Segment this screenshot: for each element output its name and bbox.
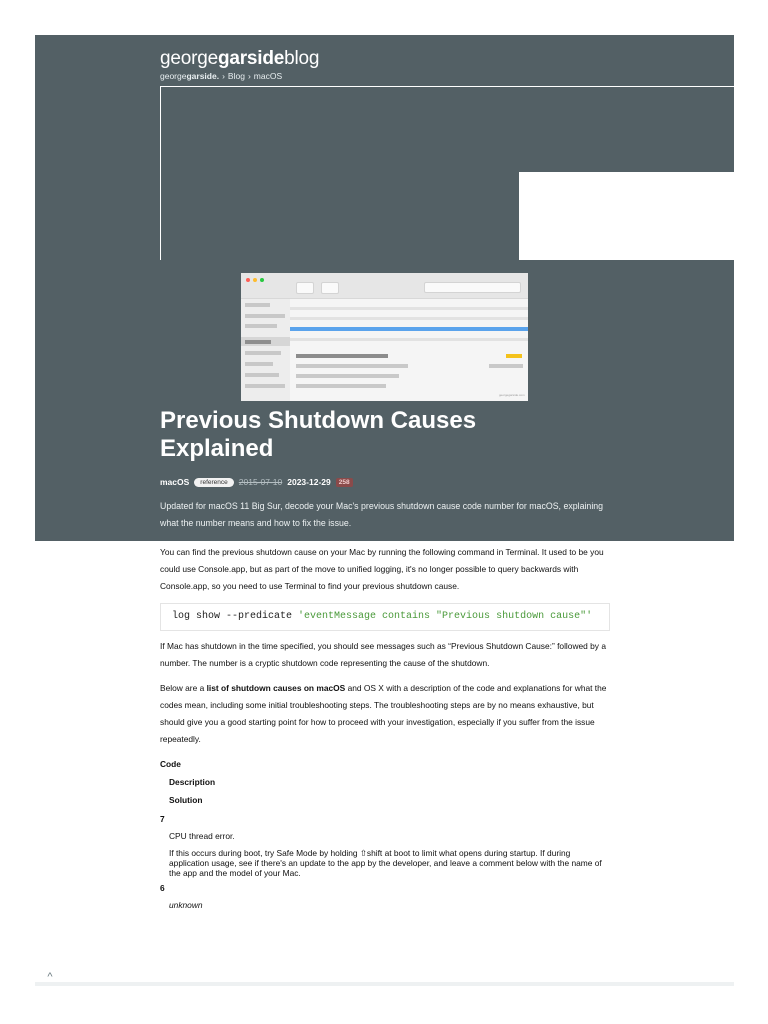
shutdown-solution: If this occurs during boot, try Safe Mode by holding ⇧shift at boot to limit what opens during startup. If during application usage, see if there's an update to the app by the developer, and leave a comment below with the name of the app and the model of your Mac. bbox=[169, 848, 602, 878]
scroll-to-top-icon[interactable]: ^ bbox=[47, 971, 53, 983]
detail-highlight bbox=[506, 354, 522, 358]
detail-line bbox=[296, 354, 388, 358]
window-minimize-icon bbox=[253, 278, 257, 282]
code-string: 'eventMessage contains "Previous shutdown cause"' bbox=[298, 611, 593, 622]
sidebar-row bbox=[245, 351, 281, 355]
description-column-header: Description bbox=[169, 777, 216, 787]
toolbar-button-icon bbox=[296, 282, 314, 294]
breadcrumb-separator: › bbox=[247, 71, 251, 81]
breadcrumb-macos[interactable]: macOS bbox=[253, 71, 283, 81]
list-row bbox=[290, 307, 528, 310]
header-frame-line bbox=[160, 86, 161, 260]
toolbar-search-icon bbox=[424, 282, 521, 293]
brand-name: garside bbox=[217, 48, 285, 69]
body-paragraph: Below are a list of shutdown causes on macOS and OS X with a description of the code and explanations for what the codes mean, including some initial troubleshooting steps. The troubleshooting steps are by no means exhaustive, but should give you a good starting point for how to proceed with your investigation, especially if you suffer from the issue repeatedly. bbox=[160, 683, 607, 744]
page-bottom-bar bbox=[35, 982, 734, 986]
sidebar-row bbox=[245, 384, 285, 388]
sidebar-row bbox=[245, 303, 270, 307]
breadcrumb-blog[interactable]: Blog bbox=[227, 71, 245, 81]
site-logo[interactable] bbox=[160, 48, 319, 70]
detail-line bbox=[489, 364, 523, 368]
article-meta bbox=[160, 475, 353, 489]
code-block[interactable] bbox=[160, 603, 610, 631]
page-title: Previous Shutdown Causes Explained bbox=[160, 407, 477, 462]
shutdown-description: unknown bbox=[169, 900, 203, 910]
hero-caption: georgegarside.com bbox=[499, 393, 525, 397]
article-lede: Updated for macOS 11 Big Sur, decode your Mac's previous shutdown cause code number for macOS, explaining what the number means and how to fix the issue. bbox=[160, 501, 604, 528]
category-link[interactable]: macOS bbox=[160, 477, 190, 487]
updated-date: 2023-12-29 bbox=[287, 477, 331, 487]
window-zoom-icon bbox=[260, 278, 264, 282]
header-frame-line bbox=[160, 86, 734, 87]
window-titlebar bbox=[241, 273, 528, 299]
article-body bbox=[160, 544, 610, 914]
solution-column-header: Solution bbox=[169, 795, 203, 805]
detail-line bbox=[296, 384, 386, 388]
shutdown-description: CPU thread error. bbox=[169, 831, 235, 841]
brand-prefix: george bbox=[160, 48, 218, 69]
hero-image bbox=[241, 273, 528, 401]
emphasis: list of shutdown causes on macOS bbox=[206, 683, 346, 693]
sidebar-row bbox=[245, 373, 279, 377]
sidebar-row bbox=[245, 314, 285, 318]
shutdown-code: 6 bbox=[160, 883, 165, 893]
code-command: log show --predicate bbox=[172, 611, 299, 622]
shutdown-codes-list bbox=[160, 756, 610, 914]
detail-line bbox=[296, 374, 399, 378]
window-sidebar bbox=[241, 299, 290, 401]
toolbar-button-icon bbox=[321, 282, 339, 294]
breadcrumb-home[interactable]: georgegarside. bbox=[160, 71, 220, 81]
article-header bbox=[35, 35, 734, 541]
body-paragraph: You can find the previous shutdown cause on your Mac by running the following command in Terminal. It used to be you could use Console.app, but as part of the move to unified logging, it's no longer possible to query backwards with Console.app, so you need to use Terminal to find your previous shutdown cause. bbox=[160, 547, 604, 591]
list-row-selected bbox=[290, 327, 528, 331]
comment-count-badge[interactable]: 258 bbox=[336, 478, 353, 487]
published-date: 2015-07-10 bbox=[238, 477, 283, 487]
detail-line bbox=[296, 364, 408, 368]
list-row bbox=[290, 338, 528, 341]
brand-suffix: blog bbox=[284, 48, 320, 69]
list-row bbox=[290, 317, 528, 320]
sidebar-row bbox=[245, 340, 271, 344]
header-blank-panel bbox=[519, 172, 734, 260]
window-close-icon bbox=[246, 278, 250, 282]
breadcrumb bbox=[160, 71, 282, 81]
body-paragraph: If Mac has shutdown in the time specified, you should see messages such as “Previous Shutdown Cause:” followed by a number. The number is a cryptic shutdown code representing the cause of the shutdown. bbox=[160, 641, 606, 668]
code-column-header: Code bbox=[160, 759, 181, 769]
sidebar-row bbox=[245, 362, 273, 366]
tag-badge[interactable]: reference bbox=[194, 478, 233, 487]
breadcrumb-separator: › bbox=[222, 71, 225, 81]
sidebar-row bbox=[245, 324, 277, 328]
shutdown-code: 7 bbox=[160, 814, 165, 824]
